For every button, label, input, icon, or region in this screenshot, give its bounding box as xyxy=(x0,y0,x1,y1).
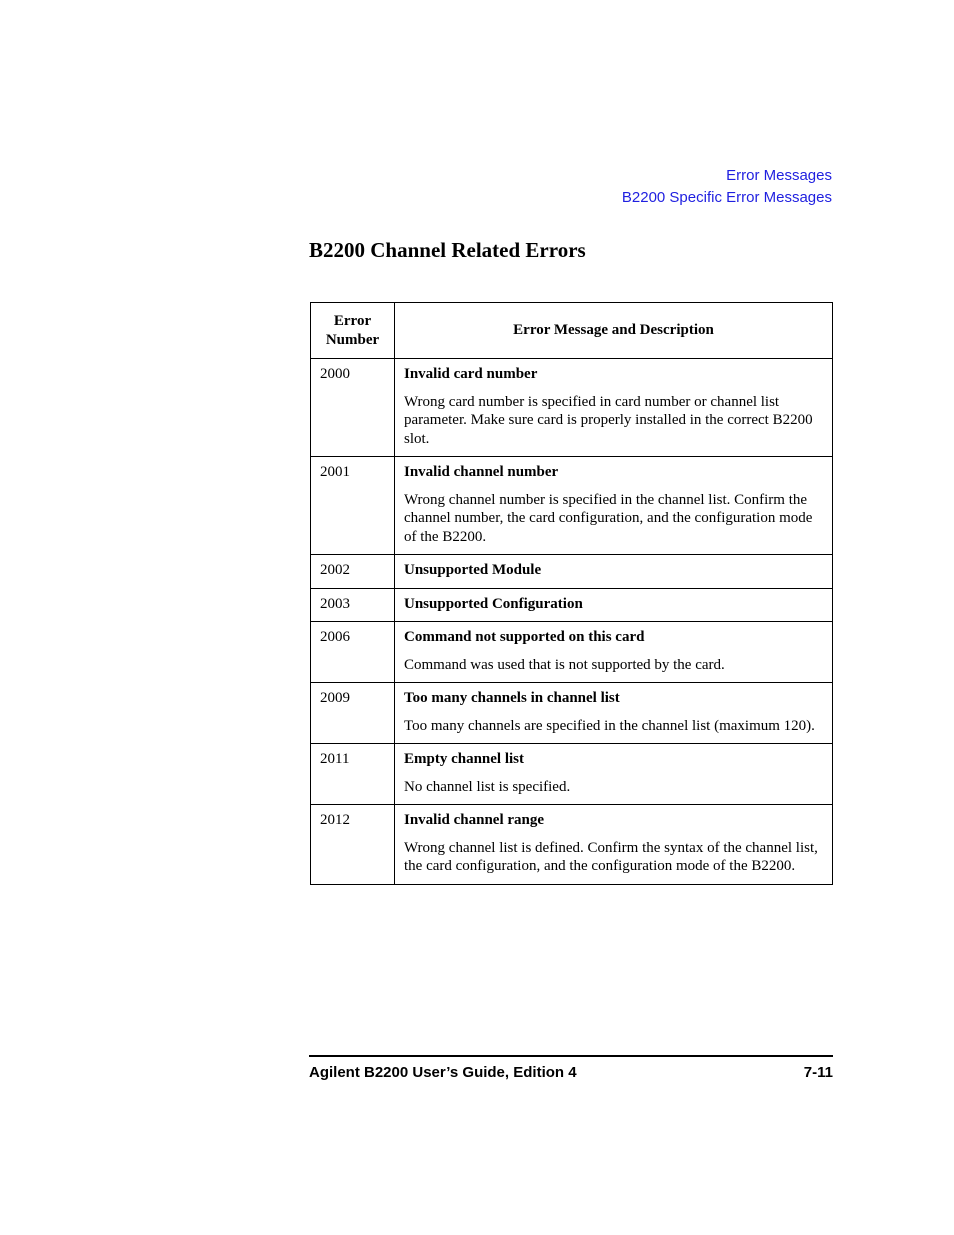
error-number: 2009 xyxy=(311,683,395,744)
error-cell xyxy=(395,588,833,622)
table-header-row xyxy=(311,303,833,359)
error-cell xyxy=(395,555,833,589)
error-cell xyxy=(395,457,833,555)
error-cell xyxy=(395,805,833,885)
footer-guide-title: Agilent B2200 User’s Guide, Edition 4 xyxy=(309,1064,577,1081)
header-error-number-line1: Error xyxy=(333,313,372,329)
table-row xyxy=(311,744,833,805)
footer-divider xyxy=(309,1055,833,1057)
error-message: Unsupported Module xyxy=(404,562,542,578)
error-description: Too many channels are specified in the channel list (maximum 120). xyxy=(404,717,815,734)
section-title: B2200 Channel Related Errors xyxy=(309,238,586,262)
table-row xyxy=(311,622,833,683)
error-message: Too many channels in channel list xyxy=(404,690,620,706)
header-error-number xyxy=(311,303,395,359)
error-cell xyxy=(395,359,833,457)
error-number: 2006 xyxy=(311,622,395,683)
error-number: 2001 xyxy=(311,457,395,555)
error-description: Command was used that is not supported by the card. xyxy=(404,656,725,673)
error-number: 2000 xyxy=(311,359,395,457)
error-number: 2011 xyxy=(311,744,395,805)
header-error-message: Error Message and Description xyxy=(395,303,833,359)
error-message: Invalid card number xyxy=(404,366,538,382)
error-cell xyxy=(395,622,833,683)
table-row xyxy=(311,457,833,555)
error-description: Wrong card number is specified in card number or channel list parameter. Make sure card is properly installed in the correct B2200 slot. xyxy=(404,393,813,447)
page-footer xyxy=(309,1063,833,1083)
error-cell xyxy=(395,744,833,805)
error-message: Invalid channel range xyxy=(404,812,545,828)
table-row xyxy=(311,588,833,622)
table-row xyxy=(311,555,833,589)
error-message: Unsupported Configuration xyxy=(404,595,583,612)
breadcrumb xyxy=(622,165,832,209)
header-error-number-line2: Number xyxy=(325,331,380,348)
error-number: 2003 xyxy=(311,588,395,622)
table-row xyxy=(311,683,833,744)
error-number: 2012 xyxy=(311,805,395,885)
error-message: Invalid channel number xyxy=(404,464,559,480)
table-row xyxy=(311,359,833,457)
error-number: 2002 xyxy=(311,555,395,589)
table-row xyxy=(311,805,833,885)
error-table xyxy=(310,302,833,885)
error-cell xyxy=(395,683,833,744)
footer-page-number: 7-11 xyxy=(803,1064,833,1081)
error-description: Wrong channel list is defined. Confirm the syntax of the channel list, the card configuration, and the configuration mode of the B2200. xyxy=(404,839,818,874)
error-description: Wrong channel number is specified in the channel list. Confirm the channel number, the card configuration, and the configuration mode of the B2200. xyxy=(404,491,813,545)
error-message: Empty channel list xyxy=(404,751,525,767)
breadcrumb-link-b2200-specific-error-messages[interactable]: B2200 Specific Error Messages xyxy=(621,189,832,206)
breadcrumb-link-error-messages[interactable]: Error Messages xyxy=(726,167,832,184)
error-description: No channel list is specified. xyxy=(404,778,571,795)
error-message: Command not supported on this card xyxy=(404,629,645,645)
